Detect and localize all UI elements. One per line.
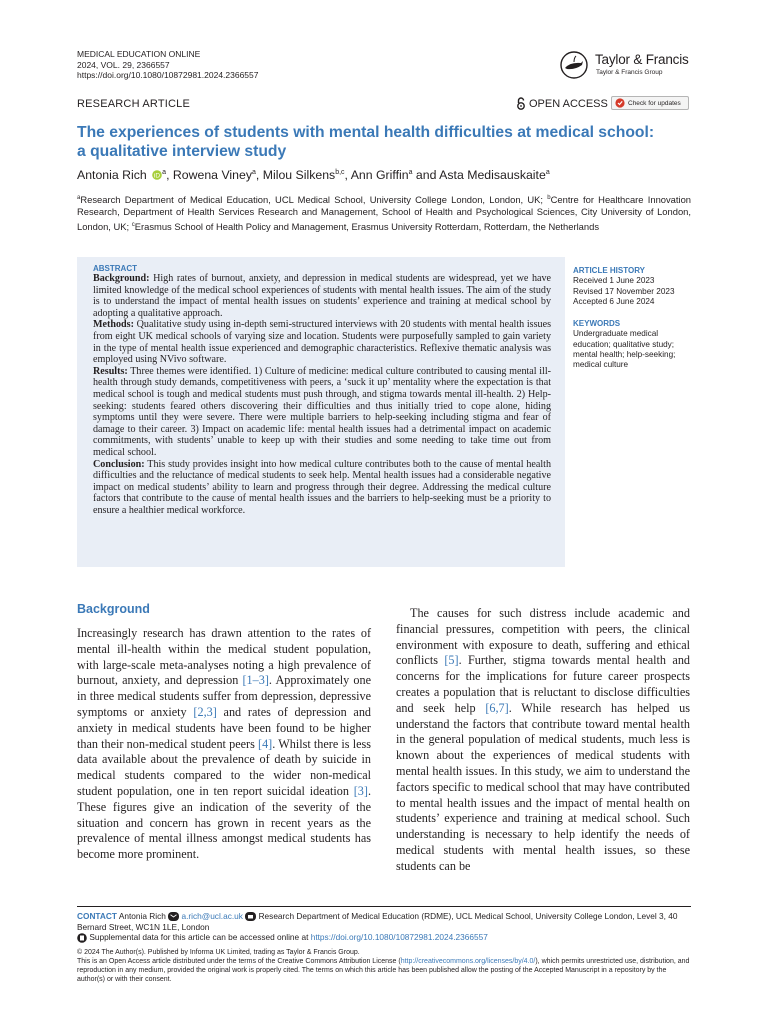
author-affil-sup: a xyxy=(408,168,413,176)
crossmark-icon xyxy=(615,98,625,108)
abstract-background-label: Background: xyxy=(93,273,150,284)
email-icon xyxy=(168,912,179,921)
lamp-icon xyxy=(557,51,591,79)
title-line-2: a qualitative interview study xyxy=(77,143,287,160)
contact-address: Research Department of Medical Education (RDME), UCL Medical School, University College London, Level 3, 40 Bernard Street, WC1N 1LE, London xyxy=(77,911,678,932)
contact-label: CONTACT xyxy=(77,911,117,921)
body-text: . These figures give an indication of the severity of the situation and concern has grown in recent years as the prevalence of mental illness amongst medical students has become more prominent. xyxy=(77,783,371,862)
citation-link[interactable]: [1–3] xyxy=(242,673,269,688)
supplemental-text: Supplemental data for this article can be accessed online at xyxy=(89,932,309,943)
author-name[interactable]: Milou Silkens xyxy=(262,168,336,182)
author-list: Antonia Rich iD $^a$, Rowena Viney$^a$, Milou Silkens$^{b,c}$, Ann Griffin$^a$ and Asta Medisauskaite$^a$ xyxy=(77,168,550,182)
author-name[interactable]: Rowena Viney xyxy=(172,168,252,182)
contact-email-link[interactable]: a.rich@ucl.ac.uk xyxy=(181,911,243,921)
journal-name: MEDICAL EDUCATION ONLINE xyxy=(77,49,201,59)
author-affil-sup: a xyxy=(162,168,167,176)
publisher-name: Taylor & Francis xyxy=(595,52,689,67)
revised-date: Revised 17 November 2023 xyxy=(573,286,675,296)
affil-sup-a: a xyxy=(77,195,81,201)
article-history xyxy=(573,266,693,307)
body-text: . Approximately one in three medical students suffer from depression, depressive symptoms or anxiety xyxy=(77,673,372,719)
check-for-updates-button[interactable] xyxy=(611,96,689,110)
body-text: . Further, stigma towards mental health and concerns for the implications for future career prospects creates a population that is reluctant to disclose difficulties and seek help xyxy=(396,653,691,715)
abstract-conclusion: This study provides insight into how medical culture contributes both to the cause of mental health difficulties and the reluctance of medical students to seek help. Mental health issues had a considerable negative impact on medical students’ ability to learn and progress through their degree. Addressing the medical culture factors that contribute to the cause of mental health issues and the barriers to help-seeking must be a priority to ensure a healthier medical workforce. xyxy=(93,458,552,516)
citation-link[interactable]: [4] xyxy=(258,736,273,751)
orcid-icon[interactable] xyxy=(152,170,162,180)
body-text: . While research has helped us understand the factors that contribute toward mental health in the general population of medical students, much less is known about the experiences of medical students with mental health issues. In this study, we aim to understand the factors specific to medical school that may have contributed to mental health issues and the impact of mental health on students’ experience and training at medical school. Such understanding is necessary to help identify the needs of medical students with mental health issues, so these students can be xyxy=(396,700,690,873)
accepted-date: Accepted 6 June 2024 xyxy=(573,296,655,306)
check-for-updates-label: Check for updates xyxy=(628,99,681,107)
abstract-conclusion-label: Conclusion: xyxy=(93,458,145,470)
open-lock-icon xyxy=(516,97,526,110)
received-date: Received 1 June 2023 xyxy=(573,276,655,286)
author-affil-sup: a xyxy=(251,168,256,176)
journal-meta xyxy=(77,49,259,81)
abstract-results: Three themes were identified. 1) Culture of medicine: medical culture contributed to causing mental ill-health through study demands, competitiveness with peers, a ‘suck it up’ mentality where the expectation is that medical school is tough and medical students must push through, and stigma towards mental ill-health. 2) Help-seeking: students feared others discovering their difficulties and thus initially tried to cope alone, hiding symptoms until they were severe. There were multiple barriers to help-seeking including stigma and fear of damage to their career. 3) Impact on academic life: mental health issues had a detrimental impact on academic commitments, with students’ unable to keep up with their studies and some needing to take time out from medical school. xyxy=(93,365,551,458)
licence-text-part1: This is an Open Access article distributed under the terms of the Creative Commons Attribution License ( xyxy=(77,958,401,966)
publisher-logo[interactable] xyxy=(557,51,692,81)
article-history-label: ARTICLE HISTORY xyxy=(573,266,646,275)
journal-volume: 2024, VOL. 29, 2366557 xyxy=(77,59,170,70)
abstract-methods: Qualitative study using in-depth semi-structured interviews with 20 students with mental health issues from eight UK medical schools of varying size and location. Students were purposefully sampled to gain variety in the type of mental health issue experienced and demographic characteristics. Reflexive thematic analysis was employed using NVivo software. xyxy=(93,319,551,366)
author-affil-sup: b,c xyxy=(335,168,345,176)
author-name[interactable]: Antonia Rich xyxy=(77,168,147,182)
section-heading-background: Background xyxy=(77,602,150,616)
affil-sup-c: c xyxy=(131,221,135,228)
location-icon xyxy=(245,912,256,921)
article-title xyxy=(77,123,697,161)
contact-info xyxy=(77,911,691,943)
citation-link[interactable]: [6,7] xyxy=(485,700,509,715)
licence-text xyxy=(77,948,691,984)
contact-name: Antonia Rich xyxy=(118,911,166,921)
author-connector: and xyxy=(415,168,437,182)
abstract-text xyxy=(93,273,551,516)
licence-text-part2: ), which permits unrestricted use, distribution, and reproduction in any medium, provided the original work is properly cited. The terms on which this article has been published allow the posting of the Accepted Manuscript in a repository by the author(s) or with their consent. xyxy=(77,958,690,984)
citation-link[interactable]: [5] xyxy=(444,653,459,668)
author-name[interactable]: Asta Medisauskaite xyxy=(439,168,546,182)
abstract-results-label: Results: xyxy=(93,365,128,377)
body-text: and rates of depression and anxiety in medical students have been found to be higher than their non-medical student peers xyxy=(77,704,372,751)
keywords xyxy=(573,319,693,370)
publisher-group: Taylor & Francis Group xyxy=(596,69,663,76)
body-column-left xyxy=(77,626,371,863)
title-line-1: The experiences of students with mental health difficulties at medical school: xyxy=(77,124,655,141)
abstract-background: High rates of burnout, anxiety, and depression in medical students are widespread, yet we have limited knowledge of the medical school experiences of students with mental health issues. The aim of the study is to understand the impact of mental health issues on students’ experience and training at medical school by adopting a qualitative approach. xyxy=(93,273,551,319)
open-access-badge xyxy=(516,97,608,110)
abstract-label: ABSTRACT xyxy=(93,264,137,273)
article-type: RESEARCH ARTICLE xyxy=(77,98,191,110)
keywords-text: Undergraduate medical education; qualitative study; mental health; help-seeking; medical culture xyxy=(573,329,676,370)
affiliation-a: Research Department of Medical Education, UCL Medical School, University College London, London, UK; xyxy=(80,194,544,206)
supplemental-data-icon xyxy=(77,933,87,943)
copyright-notice: © 2024 The Author(s). Published by Informa UK Limited, trading as Taylor & Francis Group. xyxy=(77,949,360,956)
licence-link[interactable]: http://creativecommons.org/licenses/by/4.0/ xyxy=(400,958,536,966)
citation-link[interactable]: [3] xyxy=(353,783,368,798)
affiliation-c: Erasmus School of Health Policy and Management, Erasmus University Rotterdam, Rotterdam, the Netherlands xyxy=(134,220,600,232)
abstract-methods-label: Methods: xyxy=(93,319,134,331)
open-access-label: OPEN ACCESS xyxy=(529,97,608,110)
footer-divider xyxy=(77,906,691,907)
affil-sup-b: b xyxy=(547,195,551,201)
citation-link[interactable]: [2,3] xyxy=(193,704,217,719)
affiliation-b: Centre for Healthcare Innovation Research, Department of Health Services Research and Management, School of Health and Psychological Sciences, City University of London, London, UK; xyxy=(77,194,692,232)
author-affil-sup: a xyxy=(545,168,550,176)
body-text: Increasingly research has drawn attention to the rates of mental ill-health within the medical student population, with large-scale meta-analyses noting a high prevalence of burnout, anxiety, and depression xyxy=(77,626,371,688)
body-text: . Whilst there is less data available about the prevalence of death by suicide in medical students compared to the wider non-medical student population, one in ten report suicidal ideation xyxy=(77,736,372,798)
body-text: The causes for such distress include academic and financial pressures, competition with peers, the clinical environment with exposure to death, suffering and ethical conflicts xyxy=(396,606,690,668)
supplemental-link[interactable]: https://doi.org/10.1080/10872981.2024.2366557 xyxy=(310,932,488,943)
body-column-right xyxy=(396,606,690,875)
journal-doi[interactable]: https://doi.org/10.1080/10872981.2024.2366557 xyxy=(77,70,259,80)
svg-text:iD: iD xyxy=(154,172,161,180)
affiliations xyxy=(77,192,691,233)
author-name[interactable]: Ann Griffin xyxy=(350,168,409,182)
keywords-label: KEYWORDS xyxy=(573,319,621,328)
